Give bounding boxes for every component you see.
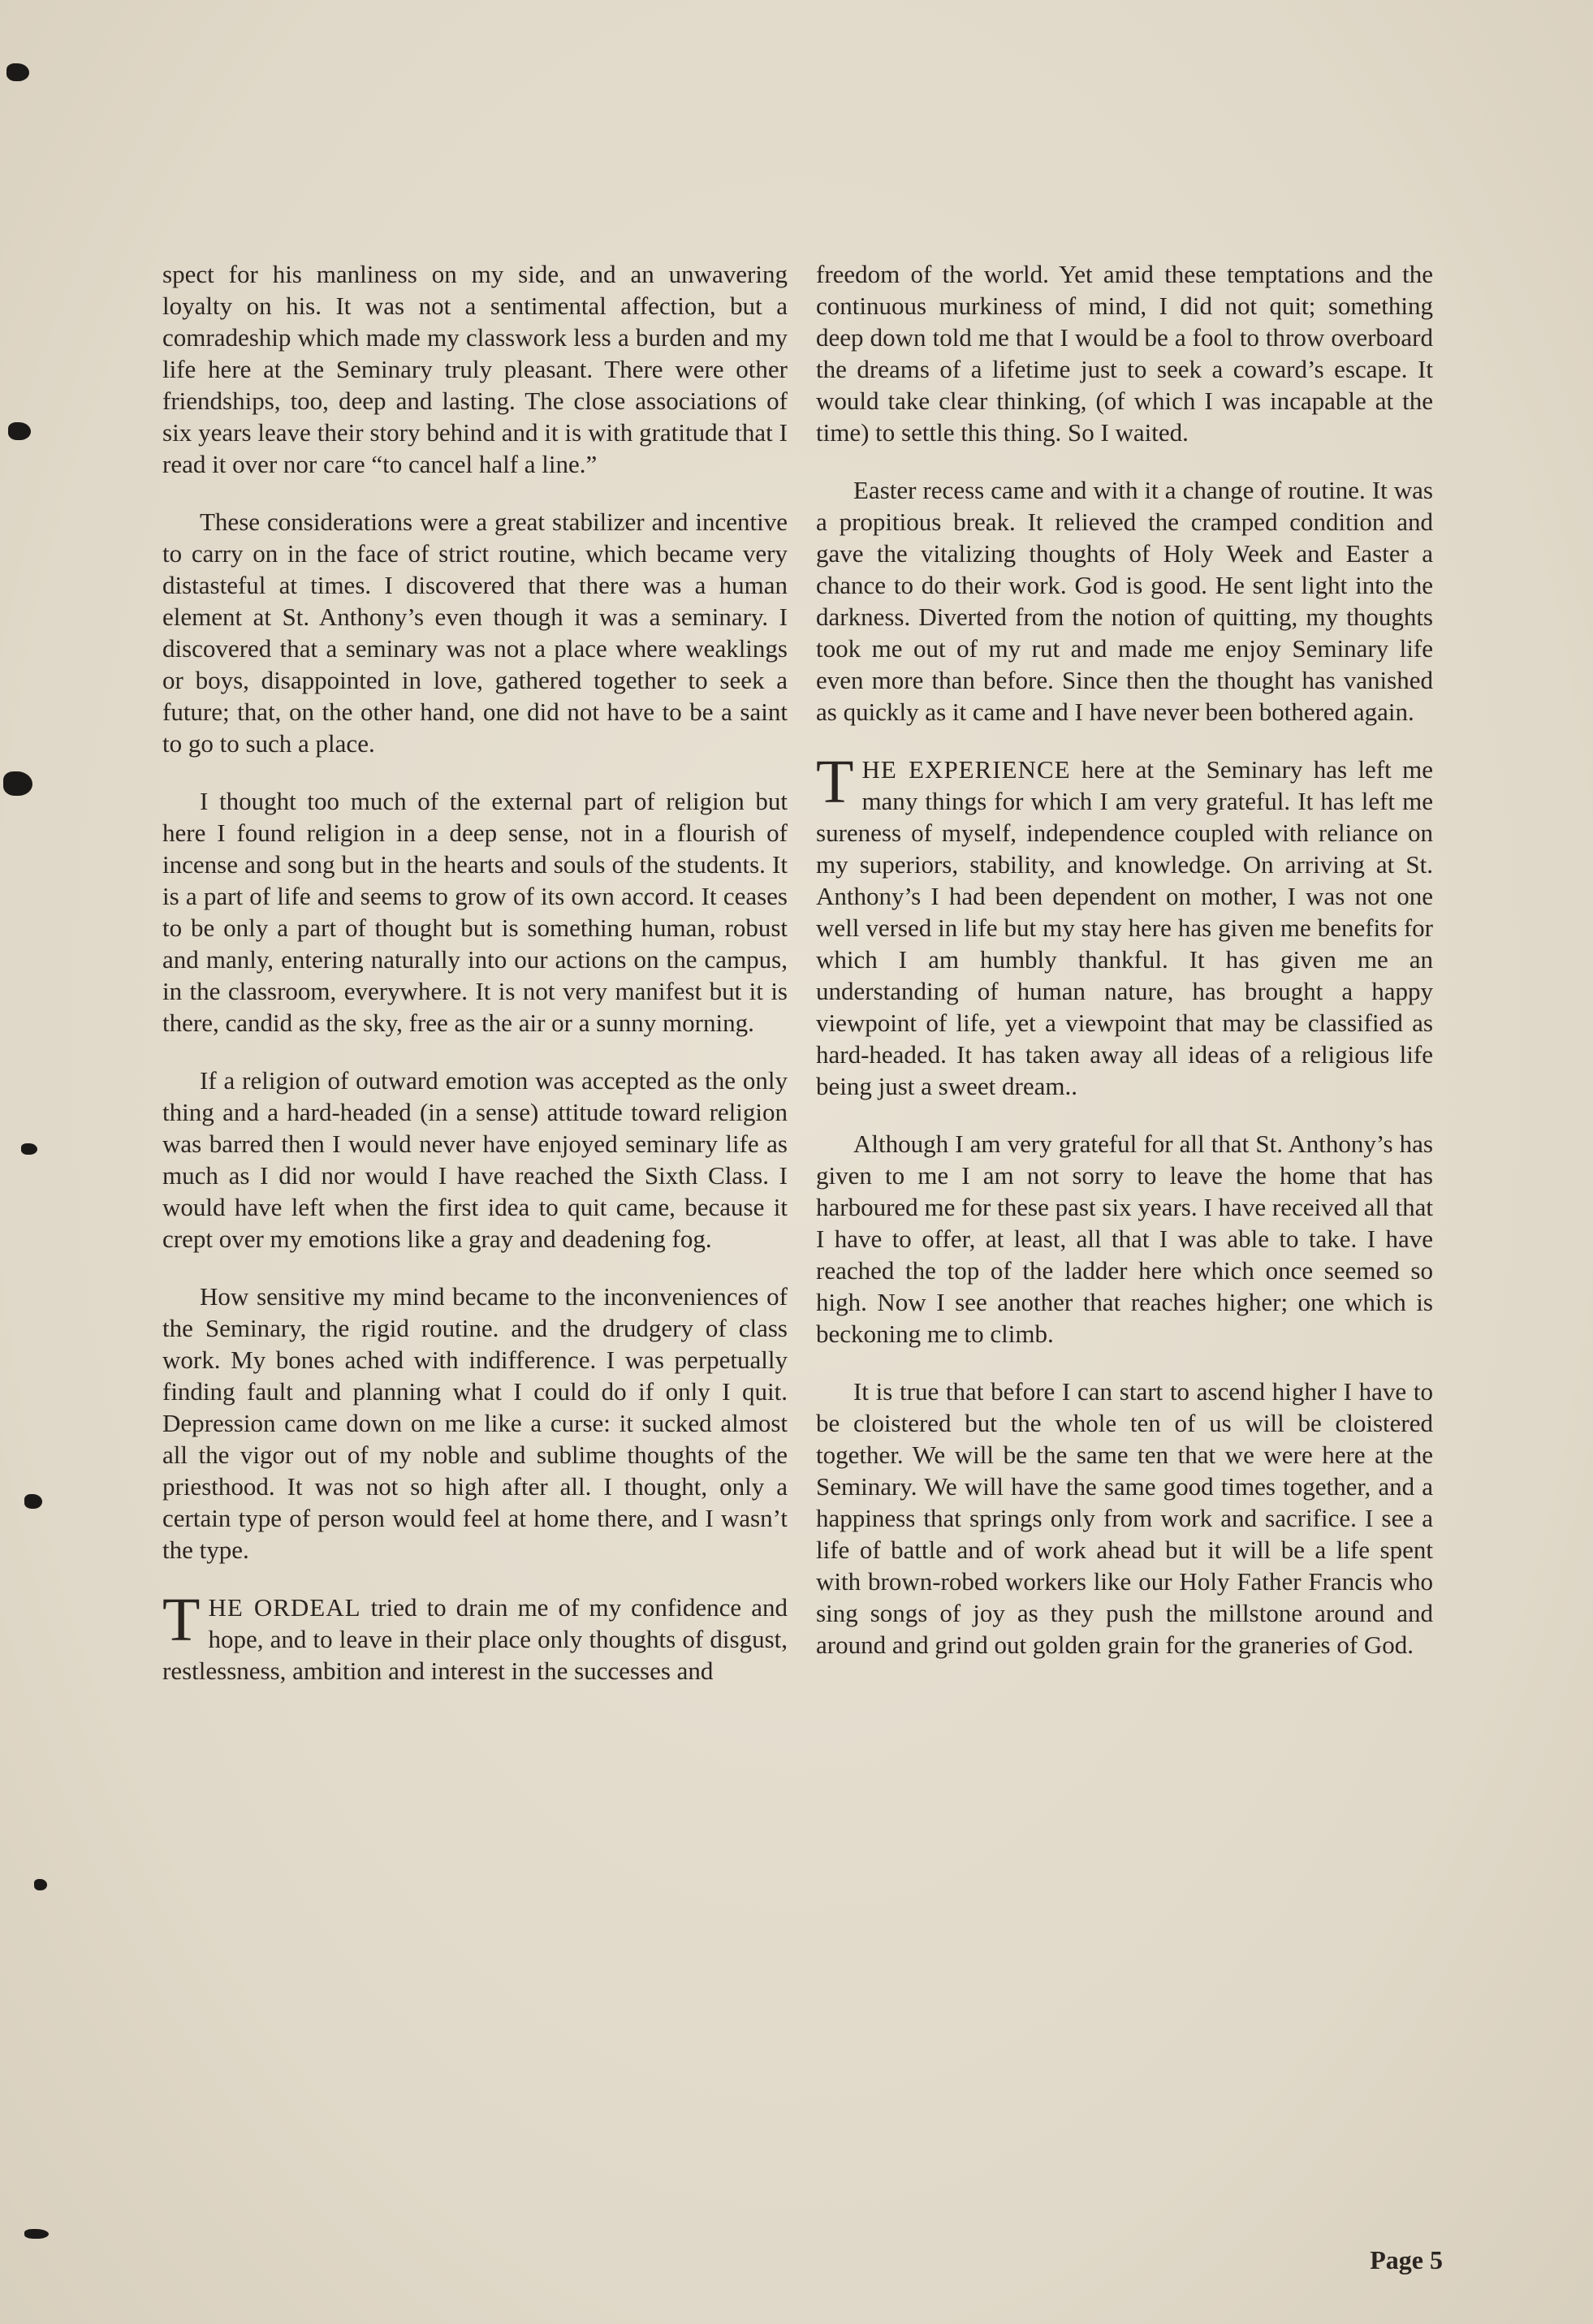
- drop-cap: T: [816, 748, 854, 816]
- experience-paragraph: [816, 748, 1433, 1102]
- page-number: Page 5: [1370, 2245, 1443, 2274]
- paragraph: Easter recess came and with it a change of routine. It was a propitious break. It relieved the cramped condition and gave the vitalizing thoughts of Holy Week and Easter a chance to do their work. God is good. He sent light into the darkness. Diverted from the notion of quitting, my thoughts took me out of my rut and made me enjoy Seminary life even more than before. Since then the thought has vanished as quickly as it came and I have never been bothered again.: [816, 476, 1433, 726]
- paragraph-text: here at the Seminary has left me many things for which I am very grateful. It has left me sureness of myself, independence coupled with reliance on my superiors, stability, and knowledge. On arriving at St. Anthony’s I had been dependent on mother, I was not one well versed in life but my stay here has given me benefits for which I am humbly thankful. It has given me an understanding of human nature, has brought a happy viewpoint of life, yet a viewpoint that may be classified as hard-headed. It has taken away all ideas of a religious life being just a sweet dream..: [816, 755, 1433, 1100]
- paragraph: spect for his manliness on my side, and an unwavering loyalty on his. It was not a sentimental affection, but a comradeship which made my classwork less a burden and my life here at the Seminary truly pleasant. There were other friendships, too, deep and lasting. The close associations of six years leave their story behind and it is with gratitude that I read it over nor care “to cancel half a line.”: [162, 260, 788, 478]
- paragraph: I thought too much of the external part of religion but here I found religion in a deep sense, not in a flourish of incense and song but in the hearts and souls of the students. It is a part of life and seems to grow of its own accord. It ceases to be only a part of thought but is something human, robust and manly, entering naturally into our actions on the campus, in the classroom, everywhere. It is not very manifest but it is there, candid as the sky, free as the air or a sunny morning.: [162, 787, 788, 1037]
- binding-hole: [8, 422, 31, 440]
- paragraph: It is true that before I can start to ascend higher I have to be cloistered but the whole ten of us will be cloistered together. We will be the same ten that we were here at the Seminary. We will have the same good times together, and a happiness that springs only from work and sacrifice. I see a life of battle and of work ahead but it will be a life spent with brown-robed workers like our Holy Father Francis who sing songs of joy as they push the millstone around and around and grind out golden grain for the graneries of God.: [816, 1377, 1433, 1659]
- section-lead: HE EXPERIENCE: [861, 755, 1071, 784]
- left-column: [162, 258, 788, 1713]
- binding-hole: [6, 63, 29, 81]
- binding-hole: [21, 1143, 37, 1155]
- binding-hole: [34, 1879, 47, 1890]
- paragraph: If a religion of outward emotion was accepted as the only thing and a hard-headed (in a sense) attitude toward religion was barred then I would never have enjoyed seminary life as much as I did nor would I have reached the Sixth Class. I would have left when the first idea to quit came, because it crept over my emotions like a gray and deadening fog.: [162, 1066, 788, 1253]
- paragraph-text: tried to drain me of my confidence and hope, and to leave in their place only thoughts of disgust, restlessness, ambition and interest in the successes and: [162, 1593, 788, 1685]
- ordeal-paragraph: [162, 1586, 788, 1687]
- section-lead: HE ORDEAL: [208, 1593, 361, 1622]
- binding-hole: [24, 1494, 42, 1509]
- right-column: [816, 258, 1433, 1687]
- paragraph: Although I am very grateful for all that St. Anthony’s has given to me I am not sorry to leave the home that has harboured me for these past six years. I have received all that I have to offer, at least, all that I was able to take. I have reached the top of the ladder here which once seemed so high. Now I see another that reaches higher; one which is beckoning me to climb.: [816, 1130, 1433, 1348]
- paragraph: These considerations were a great stabilizer and incentive to carry on in the face of strict routine, which became very distasteful at times. I discovered that there was a human element at St. Anthony’s even though it was a seminary. I discovered that a seminary was not a place where weaklings or boys, disappointed in love, gathered together to seek a future; that, on the other hand, one did not have to be a saint to go to such a place.: [162, 508, 788, 758]
- binding-hole: [24, 2229, 49, 2239]
- drop-cap: T: [162, 1586, 201, 1654]
- paragraph: freedom of the world. Yet amid these temptations and the continuous murkiness of mind, I did not quit; something deep down told me that I would be a fool to throw overboard the dreams of a lifetime just to seek a coward’s escape. It would take clear thinking, (of which I was incapable at the time) to settle this thing. So I waited.: [816, 260, 1433, 447]
- paragraph: How sensitive my mind became to the inconveniences of the Seminary, the rigid routine. and the drudgery of class work. My bones ached with indifference. I was perpetually finding fault and planning what I could do if only I quit. Depression came down on me like a curse: it sucked almost all the vigor out of my noble and sublime thoughts of the priesthood. It was not so high after all. I thought, only a certain type of person would feel at home there, and I wasn’t the type.: [162, 1282, 788, 1564]
- binding-hole: [3, 771, 32, 796]
